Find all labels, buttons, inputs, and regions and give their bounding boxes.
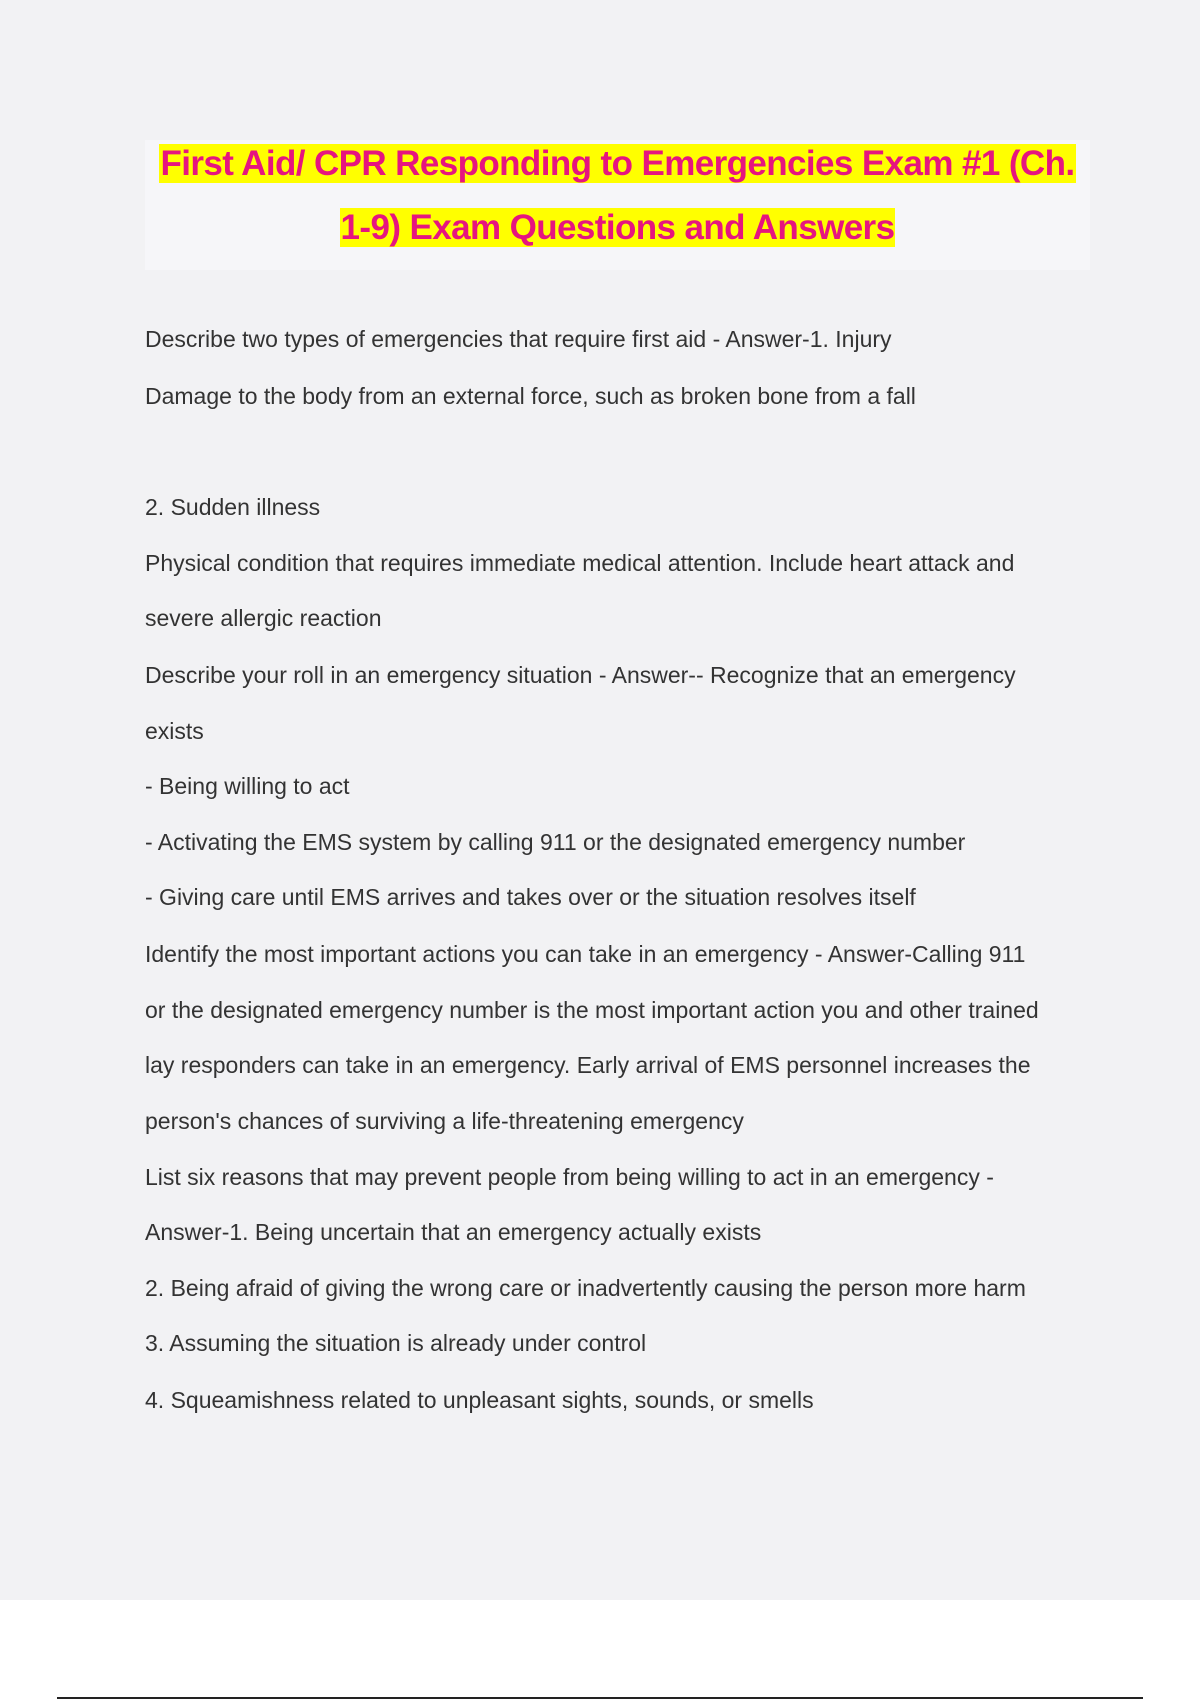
body-line: person's chances of surviving a life-threatening emergency — [145, 1108, 744, 1134]
body-line: lay responders can take in an emergency. Early arrival of EMS personnel increases the — [145, 1052, 1031, 1078]
body-line: - Giving care until EMS arrives and takes over or the situation resolves itself — [145, 884, 916, 910]
body-line: 2. Sudden illness — [145, 494, 321, 520]
footer-divider — [57, 1697, 1143, 1699]
document-title — [145, 140, 1090, 270]
body-line: Describe your roll in an emergency situation - Answer-- Recognize that an emergency — [145, 662, 1016, 688]
body-line: Physical condition that requires immediate medical attention. Include heart attack and — [145, 550, 1015, 576]
body-line: severe allergic reaction — [145, 605, 382, 631]
body-line: - Being willing to act — [145, 773, 350, 799]
body-line: or the designated emergency number is the most important action you and other trained — [145, 997, 1039, 1023]
title-line-2-text: 1-9) Exam Questions and Answers — [340, 208, 895, 247]
body-line: exists — [145, 718, 204, 744]
body-line: 4. Squeamishness related to unpleasant sights, sounds, or smells — [145, 1387, 814, 1413]
title-line-2 — [145, 206, 1090, 250]
body-line: Damage to the body from an external force, such as broken bone from a fall — [145, 383, 916, 409]
body-line: - Activating the EMS system by calling 911 or the designated emergency number — [145, 829, 966, 855]
title-line-1-text: First Aid/ CPR Responding to Emergencies Exam #1 (Ch. — [160, 144, 1075, 183]
body-line: 3. Assuming the situation is already under control — [145, 1330, 647, 1356]
body-line: 2. Being afraid of giving the wrong care or inadvertently causing the person more harm — [145, 1275, 1026, 1301]
body-line: Answer-1. Being uncertain that an emergency actually exists — [145, 1219, 762, 1245]
body-line: Describe two types of emergencies that require first aid - Answer-1. Injury — [145, 326, 892, 352]
body-line: List six reasons that may prevent people from being willing to act in an emergency - — [145, 1164, 994, 1190]
body-line: Identify the most important actions you can take in an emergency - Answer-Calling 911 — [145, 941, 1026, 967]
title-line-1 — [145, 142, 1090, 186]
